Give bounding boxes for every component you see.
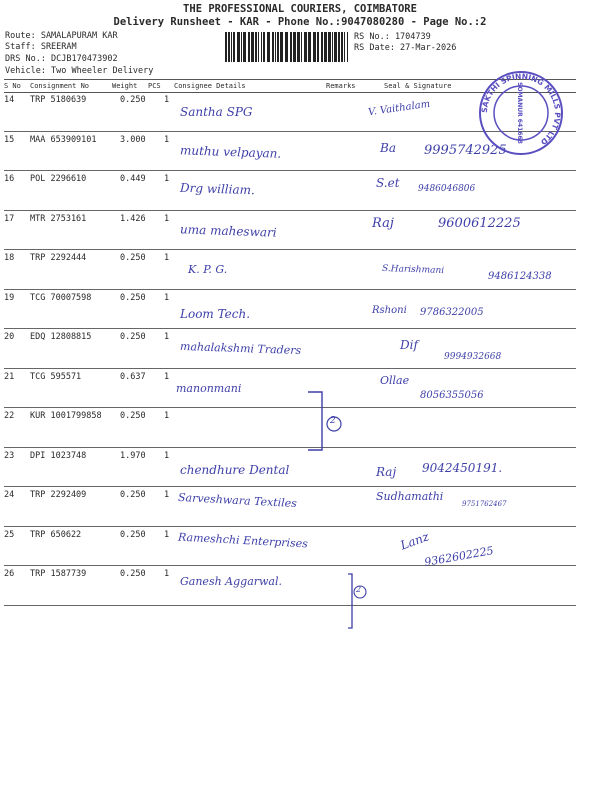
drs-number: DRS No.: DCJB170473902 — [5, 54, 118, 64]
row-sno: 26 — [4, 569, 15, 579]
handwritten-phone-number: 9600612225 — [438, 215, 521, 231]
barcode — [224, 32, 350, 62]
barcode-bar — [334, 32, 337, 62]
row-pcs: 1 — [164, 292, 170, 303]
barcode-bar — [258, 32, 259, 62]
handwritten-signature: Raj — [372, 215, 394, 231]
col-consignment: Consignment No — [30, 82, 90, 90]
vehicle-label: Vehicle: Two Wheeler Delivery — [5, 66, 154, 76]
row-consignment-number: TRP 2292444 — [30, 253, 87, 263]
handwritten-signature: Rshoni — [372, 304, 407, 316]
barcode-bar — [328, 32, 331, 62]
row-weight: 0.250 — [120, 569, 146, 579]
barcode-bar — [297, 32, 300, 62]
barcode-bar — [324, 32, 327, 62]
handwritten-consignee-name: Loom Tech. — [180, 306, 251, 321]
col-pcs: PCS — [148, 82, 161, 90]
barcode-bar — [290, 32, 292, 62]
handwritten-consignee-name: Sarveshwara Textiles — [177, 490, 298, 511]
table-row — [4, 486, 576, 527]
handwritten-consignee-name: K. P. G. — [188, 263, 228, 276]
table-row — [4, 210, 576, 251]
barcode-bar — [308, 32, 311, 62]
row-pcs: 1 — [164, 490, 170, 500]
row-sno: 20 — [4, 332, 15, 342]
rs-date: RS Date: 27-Mar-2026 — [354, 43, 457, 53]
col-consignee: Consignee Details — [174, 82, 246, 90]
svg-text:SOMANUR 641668: SOMANUR 641668 — [516, 82, 523, 144]
row-weight: 0.250 — [120, 95, 146, 105]
handwritten-phone-number: 9042450191. — [422, 460, 503, 475]
row-sno: 19 — [4, 292, 15, 303]
barcode-bar — [293, 32, 296, 62]
table-row — [4, 368, 576, 409]
handwritten-consignee-name: chendhure Dental — [180, 462, 290, 477]
handwritten-signature: Sudhamathi — [376, 490, 444, 503]
row-consignment-number: EDQ 12808815 — [30, 332, 92, 342]
handwritten-phone-number: 9751762467 — [462, 500, 507, 508]
row-weight: 0.250 — [120, 332, 146, 342]
row-weight: 0.250 — [120, 292, 146, 303]
col-weight: Weight — [112, 82, 138, 90]
row-sno: 14 — [4, 95, 15, 105]
row-weight: 0.250 — [120, 529, 146, 540]
table-row — [4, 526, 576, 567]
row-pcs: 1 — [164, 411, 170, 421]
handwritten-signature: Raj — [376, 464, 397, 479]
barcode-bar — [304, 32, 307, 62]
table-row — [4, 328, 576, 369]
row-weight: 0.250 — [120, 490, 146, 500]
barcode-bar — [241, 32, 242, 62]
handwritten-consignee-name: Santha SPG — [180, 105, 253, 119]
row-sno: 24 — [4, 490, 15, 500]
handwritten-consignee-name: Ganesh Aggarwal. — [180, 575, 282, 588]
handwritten-signature: Lanz — [398, 528, 431, 553]
barcode-bar — [341, 32, 343, 62]
barcode-bar — [313, 32, 316, 62]
handwritten-phone-number: 9786322005 — [420, 306, 484, 318]
table-row — [4, 407, 576, 448]
handwritten-signature: S.et — [376, 176, 400, 190]
row-consignment-number: MAA 653909101 — [30, 134, 97, 145]
company-seal-stamp — [478, 70, 564, 156]
runsheet-subtitle: Delivery Runsheet - KAR - Phone No.:9047080280 - Page No.:2 — [113, 16, 487, 28]
row-sno: 15 — [4, 134, 15, 145]
handwritten-consignee-name: uma maheswari — [179, 221, 277, 240]
barcode-bar — [261, 32, 262, 62]
handwritten-consignee-name: mahalakshmi Traders — [179, 339, 302, 358]
group-bracket-21-22 — [304, 388, 344, 454]
handwritten-signature: S.Harishmani — [381, 263, 445, 277]
handwritten-phone-number: 9486124338 — [488, 271, 552, 282]
runsheet-company-title: THE PROFESSIONAL COURIERS, COIMBATORE — [183, 3, 417, 15]
row-pcs: 1 — [164, 332, 170, 342]
table-row — [4, 249, 576, 290]
row-consignment-number: TRP 5180639 — [30, 95, 87, 105]
barcode-bar — [275, 32, 276, 62]
row-sno: 23 — [4, 450, 15, 461]
row-pcs: 1 — [164, 213, 170, 224]
row-consignment-number: DPI 1023748 — [30, 450, 87, 461]
barcode-bar — [243, 32, 246, 62]
barcode-bar — [233, 32, 235, 62]
handwritten-phone-number: 9486046806 — [418, 184, 476, 194]
barcode-bar — [272, 32, 274, 62]
table-row — [4, 565, 576, 606]
barcode-bar — [321, 32, 323, 62]
row-sno: 22 — [4, 411, 15, 421]
handwritten-signature: Ba — [380, 140, 396, 155]
route-label: Route: SAMALAPURAM KAR — [5, 31, 118, 41]
row-sno: 17 — [4, 213, 15, 224]
row-sno: 21 — [4, 371, 15, 382]
row-consignment-number: TRP 1587739 — [30, 569, 87, 579]
row-consignment-number: TCG 70007598 — [30, 292, 92, 303]
handwritten-signature: Dif — [400, 338, 418, 352]
handwritten-consignee-name: manonmani — [176, 381, 242, 395]
row-pcs: 1 — [164, 450, 170, 461]
rs-number: RS No.: 1704739 — [354, 32, 431, 42]
handwritten-phone-number: 9362602225 — [423, 543, 495, 569]
staff-label: Staff: SREERAM — [5, 42, 77, 52]
barcode-bar — [280, 32, 283, 62]
handwritten-signature: Ollae — [380, 373, 410, 387]
row-pcs: 1 — [164, 134, 170, 145]
group-bracket-25-26 — [346, 572, 368, 632]
row-weight: 0.449 — [120, 174, 146, 184]
col-sno: S No — [4, 82, 21, 90]
col-remarks: Remarks — [326, 82, 356, 90]
row-sno: 25 — [4, 529, 15, 540]
barcode-bar — [248, 32, 250, 62]
barcode-bar — [347, 32, 348, 62]
barcode-bar — [277, 32, 279, 62]
barcode-bar — [263, 32, 265, 62]
barcode-bar — [231, 32, 232, 62]
row-consignment-number: KUR 1001799858 — [30, 411, 102, 421]
row-consignment-number: TRP 650622 — [30, 529, 82, 540]
handwritten-phone-number: 8056355056 — [420, 389, 484, 401]
handwritten-consignee-name: muthu velpayan. — [179, 142, 282, 161]
barcode-bar — [332, 32, 333, 62]
barcode-bar — [228, 32, 230, 62]
row-pcs: 1 — [164, 174, 170, 184]
barcode-bar — [317, 32, 319, 62]
row-pcs: 1 — [164, 529, 170, 540]
group-mark-number: 2 — [356, 585, 362, 594]
row-weight: 0.637 — [120, 371, 146, 382]
barcode-bar — [285, 32, 288, 62]
row-pcs: 1 — [164, 253, 170, 263]
barcode-bar — [251, 32, 254, 62]
row-consignment-number: MTR 2753161 — [30, 213, 87, 224]
barcode-bar — [267, 32, 270, 62]
row-weight: 1.426 — [120, 213, 146, 224]
barcode-bar — [344, 32, 345, 62]
row-consignment-number: TRP 2292409 — [30, 490, 87, 500]
svg-text:SAKTHI SPINNING MILLS PVT LTD: SAKTHI SPINNING MILLS PVT LTD — [479, 71, 563, 147]
table-row — [4, 170, 576, 211]
table-row — [4, 289, 576, 330]
row-pcs: 1 — [164, 95, 170, 105]
handwritten-phone-number: 9995742925 — [424, 142, 507, 158]
row-pcs: 1 — [164, 371, 170, 382]
handwritten-consignee-name: Rameshchi Enterprises — [177, 530, 309, 550]
handwritten-consignee-name: Drg william. — [179, 180, 256, 198]
row-pcs: 1 — [164, 569, 170, 579]
row-weight: 3.000 — [120, 134, 146, 145]
table-row — [4, 447, 576, 488]
handwritten-phone-number: 9994932668 — [444, 352, 502, 362]
barcode-bar — [225, 32, 227, 62]
row-consignment-number: TCG 595571 — [30, 371, 82, 382]
row-sno: 16 — [4, 174, 15, 184]
row-consignment-number: POL 2296610 — [30, 174, 87, 184]
row-weight: 1.970 — [120, 450, 146, 461]
barcode-bar — [338, 32, 340, 62]
row-sno: 18 — [4, 253, 15, 263]
barcode-bar — [301, 32, 302, 62]
group-mark-number: 2 — [330, 416, 336, 426]
barcode-bar — [237, 32, 240, 62]
row-weight: 0.250 — [120, 411, 146, 421]
barcode-bar — [255, 32, 257, 62]
row-weight: 0.250 — [120, 253, 146, 263]
handwritten-signature: V. Vaithalam — [367, 98, 431, 119]
col-seal: Seal & Signature — [384, 82, 452, 90]
